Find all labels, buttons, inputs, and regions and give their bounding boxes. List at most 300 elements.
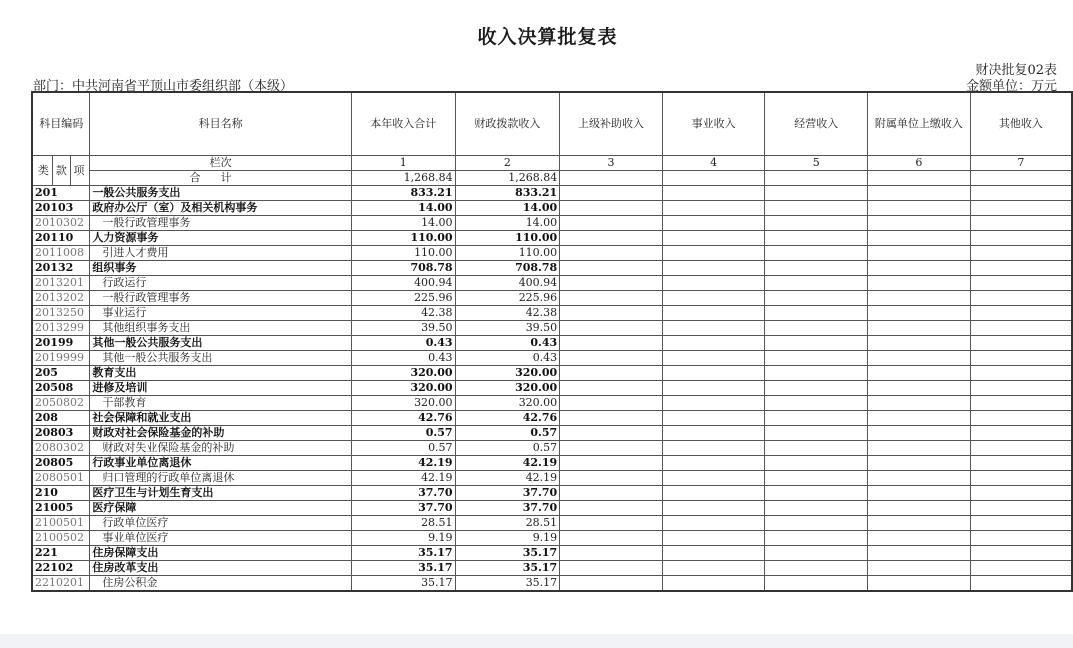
total-income-value: 400.94 bbox=[351, 276, 455, 291]
empty-cell bbox=[970, 441, 1072, 456]
fiscal-value: 35.17 bbox=[455, 576, 560, 592]
fiscal-value: 35.17 bbox=[455, 546, 560, 561]
empty-cell bbox=[765, 186, 868, 201]
empty-cell bbox=[970, 231, 1072, 246]
table-row bbox=[32, 291, 1072, 306]
table-row bbox=[32, 471, 1072, 486]
total-income-value: 833.21 bbox=[351, 186, 455, 201]
empty-cell bbox=[662, 456, 765, 471]
subject-code: 20199 bbox=[32, 336, 90, 351]
empty-cell bbox=[970, 276, 1072, 291]
empty-cell bbox=[868, 411, 971, 426]
lanci-label: 栏次 bbox=[90, 156, 352, 171]
subject-name: 事业运行 bbox=[90, 306, 352, 321]
table-row bbox=[32, 456, 1072, 471]
table-row bbox=[32, 276, 1072, 291]
empty-cell bbox=[868, 441, 971, 456]
column-number: 5 bbox=[765, 156, 868, 171]
xiang-label: 项 bbox=[73, 163, 85, 177]
empty-cell bbox=[662, 366, 765, 381]
total-income-value: 42.76 bbox=[351, 411, 455, 426]
fiscal-value: 42.38 bbox=[455, 306, 560, 321]
empty-cell bbox=[765, 366, 868, 381]
empty-cell bbox=[560, 546, 663, 561]
subject-code: 20132 bbox=[32, 261, 90, 276]
empty-cell bbox=[560, 561, 663, 576]
subject-code: 20508 bbox=[32, 381, 90, 396]
bottom-scroll-strip bbox=[0, 634, 1073, 648]
kuan-label: 款 bbox=[53, 156, 71, 185]
subject-code: 205 bbox=[32, 366, 90, 381]
subject-code: 2100501 bbox=[32, 516, 90, 531]
total-income-value: 1,268.84 bbox=[351, 171, 455, 186]
total-income-value: 110.00 bbox=[351, 246, 455, 261]
header-affiliated: 附属单位上缴收入 bbox=[868, 92, 971, 156]
fiscal-value: 225.96 bbox=[455, 291, 560, 306]
subject-name: 医疗保障 bbox=[90, 501, 352, 516]
empty-cell bbox=[970, 561, 1072, 576]
total-income-value: 0.57 bbox=[351, 441, 455, 456]
fiscal-value: 9.19 bbox=[455, 531, 560, 546]
fiscal-value: 37.70 bbox=[455, 486, 560, 501]
fiscal-value: 400.94 bbox=[455, 276, 560, 291]
subject-name: 住房公积金 bbox=[90, 576, 352, 592]
empty-cell bbox=[765, 516, 868, 531]
empty-cell bbox=[868, 456, 971, 471]
empty-cell bbox=[970, 336, 1072, 351]
subject-name: 财政对失业保险基金的补助 bbox=[90, 441, 352, 456]
empty-cell bbox=[560, 366, 663, 381]
table-row bbox=[32, 411, 1072, 426]
empty-cell bbox=[868, 186, 971, 201]
total-income-value: 35.17 bbox=[351, 561, 455, 576]
lei-kuan-xiang-cell bbox=[32, 156, 90, 186]
empty-cell bbox=[765, 321, 868, 336]
subject-code: 20803 bbox=[32, 426, 90, 441]
empty-cell bbox=[868, 261, 971, 276]
table-row bbox=[32, 321, 1072, 336]
subject-code: 21005 bbox=[32, 501, 90, 516]
amount-unit: 金额单位：万元 bbox=[965, 79, 1057, 94]
subject-code: 20805 bbox=[32, 456, 90, 471]
empty-cell bbox=[662, 336, 765, 351]
total-income-value: 225.96 bbox=[351, 291, 455, 306]
empty-cell bbox=[970, 216, 1072, 231]
fiscal-value: 39.50 bbox=[455, 321, 560, 336]
header-business: 事业收入 bbox=[662, 92, 765, 156]
fiscal-value: 110.00 bbox=[455, 246, 560, 261]
subject-code: 2080302 bbox=[32, 441, 90, 456]
empty-cell bbox=[662, 471, 765, 486]
empty-cell bbox=[970, 201, 1072, 216]
empty-cell bbox=[868, 336, 971, 351]
empty-cell bbox=[765, 576, 868, 592]
table-row bbox=[32, 546, 1072, 561]
empty-cell bbox=[765, 276, 868, 291]
fiscal-value: 0.57 bbox=[455, 426, 560, 441]
fiscal-value: 42.19 bbox=[455, 471, 560, 486]
column-number: 7 bbox=[970, 156, 1072, 171]
table-row bbox=[32, 246, 1072, 261]
total-income-value: 39.50 bbox=[351, 321, 455, 336]
subject-name: 一般行政管理事务 bbox=[90, 216, 352, 231]
empty-cell bbox=[868, 501, 971, 516]
empty-cell bbox=[868, 201, 971, 216]
empty-cell bbox=[868, 276, 971, 291]
total-income-value: 14.00 bbox=[351, 201, 455, 216]
empty-cell bbox=[970, 576, 1072, 592]
empty-cell bbox=[662, 411, 765, 426]
table-row bbox=[32, 306, 1072, 321]
empty-cell bbox=[868, 231, 971, 246]
subject-name: 组织事务 bbox=[90, 261, 352, 276]
empty-cell bbox=[662, 321, 765, 336]
empty-cell bbox=[662, 291, 765, 306]
empty-cell bbox=[868, 351, 971, 366]
fiscal-value: 708.78 bbox=[455, 261, 560, 276]
header-total-income: 本年收入合计 bbox=[351, 92, 455, 156]
subject-code: 2013250 bbox=[32, 306, 90, 321]
header-operating: 经营收入 bbox=[765, 92, 868, 156]
empty-cell bbox=[662, 261, 765, 276]
header-superior-subsidy: 上级补助收入 bbox=[560, 92, 663, 156]
fiscal-value: 35.17 bbox=[455, 561, 560, 576]
empty-cell bbox=[765, 486, 868, 501]
subject-name: 行政单位医疗 bbox=[90, 516, 352, 531]
subject-code: 2010302 bbox=[32, 216, 90, 231]
subject-code: 210 bbox=[32, 486, 90, 501]
empty-cell bbox=[560, 456, 663, 471]
subject-name: 住房保障支出 bbox=[90, 546, 352, 561]
empty-cell bbox=[765, 501, 868, 516]
empty-cell bbox=[970, 501, 1072, 516]
empty-cell bbox=[560, 516, 663, 531]
empty-cell bbox=[868, 516, 971, 531]
fiscal-value: 42.19 bbox=[455, 456, 560, 471]
fiscal-value: 28.51 bbox=[455, 516, 560, 531]
empty-cell bbox=[662, 546, 765, 561]
subject-name: 一般行政管理事务 bbox=[90, 291, 352, 306]
subject-code: 20103 bbox=[32, 201, 90, 216]
subject-code: 2011008 bbox=[32, 246, 90, 261]
empty-cell bbox=[560, 336, 663, 351]
empty-cell bbox=[765, 216, 868, 231]
column-number: 2 bbox=[455, 156, 560, 171]
fiscal-value: 14.00 bbox=[455, 216, 560, 231]
subject-code: 201 bbox=[32, 186, 90, 201]
subject-name: 行政运行 bbox=[90, 276, 352, 291]
empty-cell bbox=[970, 186, 1072, 201]
empty-cell bbox=[765, 531, 868, 546]
empty-cell bbox=[560, 246, 663, 261]
empty-cell bbox=[662, 576, 765, 592]
total-income-value: 708.78 bbox=[351, 261, 455, 276]
empty-cell bbox=[560, 471, 663, 486]
total-income-value: 0.57 bbox=[351, 426, 455, 441]
empty-cell bbox=[868, 471, 971, 486]
empty-cell bbox=[560, 576, 663, 592]
empty-cell bbox=[970, 321, 1072, 336]
total-income-value: 9.19 bbox=[351, 531, 455, 546]
subject-name: 社会保障和就业支出 bbox=[90, 411, 352, 426]
fiscal-value: 320.00 bbox=[455, 396, 560, 411]
empty-cell bbox=[662, 351, 765, 366]
column-number: 6 bbox=[868, 156, 971, 171]
empty-cell bbox=[970, 471, 1072, 486]
table-row bbox=[32, 426, 1072, 441]
fiscal-value: 0.43 bbox=[455, 351, 560, 366]
empty-cell bbox=[765, 246, 868, 261]
empty-cell bbox=[970, 381, 1072, 396]
total-income-value: 0.43 bbox=[351, 336, 455, 351]
total-income-value: 14.00 bbox=[351, 216, 455, 231]
empty-cell bbox=[868, 306, 971, 321]
empty-cell bbox=[868, 246, 971, 261]
empty-cell bbox=[868, 366, 971, 381]
subject-name: 其他一般公共服务支出 bbox=[90, 336, 352, 351]
total-income-value: 37.70 bbox=[351, 501, 455, 516]
empty-cell bbox=[765, 471, 868, 486]
empty-cell bbox=[970, 396, 1072, 411]
empty-cell bbox=[868, 381, 971, 396]
total-fiscal-value: 1,268.84 bbox=[455, 171, 560, 186]
empty-cell bbox=[765, 306, 868, 321]
fiscal-value: 320.00 bbox=[455, 381, 560, 396]
empty-cell bbox=[662, 396, 765, 411]
header-subject-code: 科目编码 bbox=[32, 92, 90, 156]
empty-cell bbox=[970, 351, 1072, 366]
total-label: 合计 bbox=[90, 171, 352, 186]
empty-cell bbox=[662, 381, 765, 396]
total-income-value: 35.17 bbox=[351, 576, 455, 592]
subject-code: 2210201 bbox=[32, 576, 90, 592]
subject-name: 财政对社会保险基金的补助 bbox=[90, 426, 352, 441]
table-row bbox=[32, 441, 1072, 456]
empty-cell bbox=[970, 411, 1072, 426]
subject-name: 事业单位医疗 bbox=[90, 531, 352, 546]
empty-cell bbox=[970, 546, 1072, 561]
total-income-value: 0.43 bbox=[351, 351, 455, 366]
empty-cell bbox=[662, 561, 765, 576]
empty-cell bbox=[662, 216, 765, 231]
empty-cell bbox=[970, 246, 1072, 261]
empty-cell bbox=[765, 381, 868, 396]
table-row bbox=[32, 396, 1072, 411]
empty-cell bbox=[560, 351, 663, 366]
page-title: 收入决算批复表 bbox=[477, 26, 618, 48]
subject-code: 2080501 bbox=[32, 471, 90, 486]
total-row bbox=[32, 171, 1072, 186]
subject-name: 进修及培训 bbox=[90, 381, 352, 396]
empty-cell bbox=[868, 216, 971, 231]
fiscal-value: 833.21 bbox=[455, 186, 560, 201]
subject-code: 2013202 bbox=[32, 291, 90, 306]
subject-code: 221 bbox=[32, 546, 90, 561]
empty-cell bbox=[662, 531, 765, 546]
empty-cell bbox=[868, 426, 971, 441]
empty-cell bbox=[560, 486, 663, 501]
total-income-value: 110.00 bbox=[351, 231, 455, 246]
empty-cell bbox=[560, 216, 663, 231]
table-row bbox=[32, 516, 1072, 531]
fiscal-value: 0.43 bbox=[455, 336, 560, 351]
fiscal-value: 14.00 bbox=[455, 201, 560, 216]
empty-cell bbox=[560, 321, 663, 336]
empty-cell bbox=[765, 351, 868, 366]
subject-code: 2019999 bbox=[32, 351, 90, 366]
empty-cell bbox=[765, 561, 868, 576]
empty-cell bbox=[560, 501, 663, 516]
empty-cell bbox=[662, 186, 765, 201]
total-income-value: 28.51 bbox=[351, 516, 455, 531]
subject-code: 2050802 bbox=[32, 396, 90, 411]
header-fiscal: 财政拨款收入 bbox=[455, 92, 560, 156]
empty-cell bbox=[560, 381, 663, 396]
empty-cell bbox=[970, 456, 1072, 471]
empty-cell bbox=[765, 426, 868, 441]
empty-cell bbox=[560, 201, 663, 216]
subject-code: 20110 bbox=[32, 231, 90, 246]
subject-code: 22102 bbox=[32, 561, 90, 576]
subject-code: 2013299 bbox=[32, 321, 90, 336]
form-number: 财决批复02表 bbox=[975, 63, 1057, 78]
empty-cell bbox=[560, 231, 663, 246]
subject-code: 208 bbox=[32, 411, 90, 426]
empty-cell bbox=[970, 261, 1072, 276]
empty-cell bbox=[868, 291, 971, 306]
fiscal-value: 320.00 bbox=[455, 366, 560, 381]
empty-cell bbox=[560, 531, 663, 546]
subject-name: 其他一般公共服务支出 bbox=[90, 351, 352, 366]
empty-cell bbox=[765, 411, 868, 426]
empty-cell bbox=[765, 441, 868, 456]
empty-cell bbox=[970, 306, 1072, 321]
empty-cell bbox=[765, 261, 868, 276]
empty-cell bbox=[868, 396, 971, 411]
subject-name: 住房改革支出 bbox=[90, 561, 352, 576]
table-row bbox=[32, 351, 1072, 366]
total-income-value: 37.70 bbox=[351, 486, 455, 501]
column-number: 1 bbox=[351, 156, 455, 171]
total-income-value: 35.17 bbox=[351, 546, 455, 561]
table-row bbox=[32, 486, 1072, 501]
empty-cell bbox=[662, 516, 765, 531]
total-income-value: 320.00 bbox=[351, 366, 455, 381]
empty-cell bbox=[970, 531, 1072, 546]
total-income-value: 320.00 bbox=[351, 396, 455, 411]
total-income-value: 320.00 bbox=[351, 381, 455, 396]
empty-cell bbox=[868, 576, 971, 592]
empty-cell bbox=[868, 486, 971, 501]
table-row bbox=[32, 216, 1072, 231]
empty-cell bbox=[970, 486, 1072, 501]
empty-cell bbox=[970, 426, 1072, 441]
empty-cell bbox=[662, 306, 765, 321]
table-row bbox=[32, 381, 1072, 396]
empty-cell bbox=[765, 336, 868, 351]
empty-cell bbox=[662, 486, 765, 501]
header-row bbox=[32, 92, 1072, 156]
empty-cell bbox=[970, 366, 1072, 381]
empty-cell bbox=[970, 516, 1072, 531]
column-number: 4 bbox=[662, 156, 765, 171]
total-income-value: 42.19 bbox=[351, 471, 455, 486]
table-row bbox=[32, 201, 1072, 216]
empty-cell bbox=[765, 201, 868, 216]
empty-cell bbox=[560, 261, 663, 276]
empty-cell bbox=[868, 546, 971, 561]
lei-label: 类 bbox=[35, 156, 53, 185]
subject-name: 政府办公厅（室）及相关机构事务 bbox=[90, 201, 352, 216]
subject-name: 医疗卫生与计划生育支出 bbox=[90, 486, 352, 501]
empty-cell bbox=[560, 426, 663, 441]
empty-cell bbox=[662, 501, 765, 516]
department-label: 部门：中共河南省平顶山市委组织部（本级） bbox=[33, 79, 294, 94]
column-number: 3 bbox=[560, 156, 663, 171]
table-row bbox=[32, 501, 1072, 516]
empty-cell bbox=[765, 396, 868, 411]
empty-cell bbox=[765, 456, 868, 471]
empty-cell bbox=[765, 291, 868, 306]
table-row bbox=[32, 336, 1072, 351]
header-other: 其他收入 bbox=[970, 92, 1072, 156]
empty-cell bbox=[662, 276, 765, 291]
subject-name: 教育支出 bbox=[90, 366, 352, 381]
column-number-row bbox=[32, 156, 1072, 171]
empty-cell bbox=[560, 276, 663, 291]
table-row bbox=[32, 186, 1072, 201]
empty-cell bbox=[560, 306, 663, 321]
subject-code: 2100502 bbox=[32, 531, 90, 546]
empty-cell bbox=[970, 291, 1072, 306]
subject-name: 归口管理的行政单位离退休 bbox=[90, 471, 352, 486]
subject-name: 人力资源事务 bbox=[90, 231, 352, 246]
total-income-value: 42.38 bbox=[351, 306, 455, 321]
fiscal-value: 0.57 bbox=[455, 441, 560, 456]
subject-name: 引进人才费用 bbox=[90, 246, 352, 261]
empty-cell bbox=[560, 441, 663, 456]
table-row bbox=[32, 231, 1072, 246]
table-row bbox=[32, 366, 1072, 381]
fiscal-value: 110.00 bbox=[455, 231, 560, 246]
empty-cell bbox=[662, 231, 765, 246]
empty-cell bbox=[662, 441, 765, 456]
empty-cell bbox=[560, 186, 663, 201]
empty-cell bbox=[765, 546, 868, 561]
subject-name: 行政事业单位离退休 bbox=[90, 456, 352, 471]
empty-cell bbox=[662, 246, 765, 261]
empty-cell bbox=[560, 291, 663, 306]
empty-cell bbox=[662, 201, 765, 216]
table-row bbox=[32, 531, 1072, 546]
table-row bbox=[32, 261, 1072, 276]
header-subject-name: 科目名称 bbox=[90, 92, 352, 156]
empty-cell bbox=[868, 531, 971, 546]
empty-cell bbox=[765, 231, 868, 246]
income-final-accounts-table bbox=[31, 91, 1073, 592]
empty-cell bbox=[868, 321, 971, 336]
empty-cell bbox=[560, 411, 663, 426]
subject-name: 其他组织事务支出 bbox=[90, 321, 352, 336]
empty-cell bbox=[662, 426, 765, 441]
table-row bbox=[32, 576, 1072, 592]
fiscal-value: 37.70 bbox=[455, 501, 560, 516]
subject-code: 2013201 bbox=[32, 276, 90, 291]
fiscal-value: 42.76 bbox=[455, 411, 560, 426]
subject-name: 干部教育 bbox=[90, 396, 352, 411]
empty-cell bbox=[560, 396, 663, 411]
table-row bbox=[32, 561, 1072, 576]
